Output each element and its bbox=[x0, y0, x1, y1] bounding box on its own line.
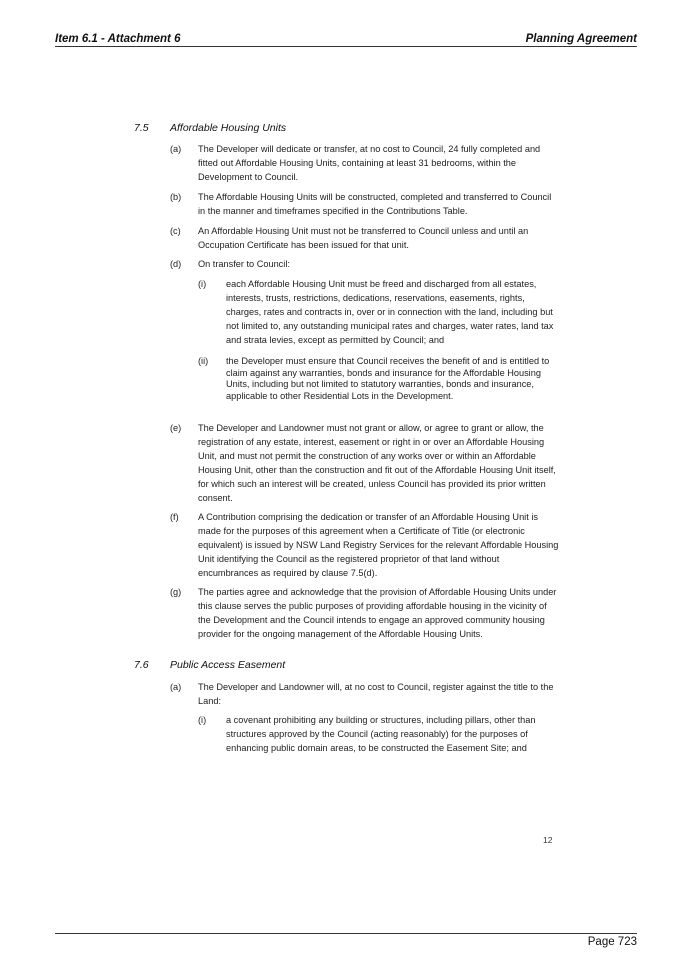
clause-text: The parties agree and acknowledge that the provision of Affordable Housing Units under this clause serves the public purposes of providing affordable housing in the vicinity of the Development and the Council intends to engage an approved community housing provider for the ongoing management of the Affordable Housing Units. bbox=[198, 587, 557, 639]
page-footer bbox=[55, 933, 637, 948]
clause-label: (g) bbox=[170, 587, 182, 597]
clause-7-5-b bbox=[170, 190, 560, 218]
section-number: 7.6 bbox=[134, 659, 149, 671]
clause-7-5-d-ii bbox=[198, 356, 558, 402]
clause-label: (b) bbox=[170, 192, 182, 202]
clause-label: (c) bbox=[170, 226, 181, 236]
subclause-label: (i) bbox=[198, 715, 207, 725]
subclause-text: each Affordable Housing Unit must be freed and discharged from all estates, interests, trusts, restrictions, dedications, reservations, easements, rights, charges, rates and contracts in, over or in connection with the land, including but not limited to, any outstanding municipal rates and charges, water rates, land tax and strata levies, except as permitted by Council; and bbox=[226, 279, 554, 345]
clause-text: The Developer will dedicate or transfer, at no cost to Council, 24 fully completed and fitted out Affordable Housing Units, containing at least 31 bedrooms, within the Development to Council. bbox=[198, 144, 541, 182]
subclause-text: the Developer must ensure that Council receives the benefit of and is entitled to claim against any warranties, bonds and insurance for the Affordable Housing Units, including but not limited to statutory warranties, bonds and insurance, applicable to other Residential Lots in the Development. bbox=[226, 356, 550, 401]
clause-7-5-d-i bbox=[198, 277, 558, 347]
header-document-title: Planning Agreement bbox=[525, 33, 637, 45]
clause-label: (a) bbox=[170, 682, 182, 692]
subclause-label: (ii) bbox=[198, 356, 209, 366]
page-header bbox=[55, 33, 637, 47]
clause-text: On transfer to Council: bbox=[198, 259, 290, 269]
clause-text: A Contribution comprising the dedication or transfer of an Affordable Housing Unit is made for the purposes of this agreement when a Certificate of Title (or electronic equivalent) is issued by NSW Land Registry Services for the relevant Affordable Housing Unit identifying the Council as the registered proprietor of that land without encumbrances as required by clause 7.5(d). bbox=[198, 512, 559, 578]
clause-text: The Affordable Housing Units will be constructed, completed and transferred to Council in the manner and timeframes specified in the Contributions Table. bbox=[198, 192, 552, 216]
clause-label: (e) bbox=[170, 423, 182, 433]
clause-7-6-a-i bbox=[198, 713, 558, 755]
clause-7-5-g bbox=[170, 585, 560, 641]
clause-text: The Developer and Landowner must not grant or allow, or agree to grant or allow, the registration of any estate, interest, easement or right in or over an Affordable Housing Unit, and must not permit the construction of any works over or within an Affordable Housing Unit, other than the construction and fit out of the Affordable Housing Unit itself, for which such an interest will be created, unless Council has provided its prior written consent. bbox=[198, 423, 556, 503]
clause-7-5-c bbox=[170, 224, 560, 252]
subclause-label: (i) bbox=[198, 279, 207, 289]
clause-7-5-e bbox=[170, 421, 560, 505]
section-number: 7.5 bbox=[134, 122, 149, 134]
clause-text: The Developer and Landowner will, at no cost to Council, register against the title to the Land: bbox=[198, 682, 554, 706]
clause-7-5-a bbox=[170, 142, 560, 184]
clause-text: An Affordable Housing Unit must not be transferred to Council unless and until an Occupation Certificate has been issued for that unit. bbox=[198, 226, 529, 250]
header-item-label: Item 6.1 - Attachment 6 bbox=[55, 33, 181, 45]
footer-page-number: Page 723 bbox=[587, 936, 637, 948]
section-title: Affordable Housing Units bbox=[170, 122, 287, 134]
section-heading-7-5 bbox=[134, 122, 286, 134]
document-page-number: 12 bbox=[543, 835, 553, 845]
clause-label: (a) bbox=[170, 144, 182, 154]
section-heading-7-6 bbox=[134, 659, 285, 671]
clause-7-5-f bbox=[170, 510, 560, 580]
clause-7-5-d bbox=[170, 257, 560, 271]
subclause-text: a covenant prohibiting any building or structures, including pillars, other than structures approved by the Council (acting reasonably) for the purposes of enhancing public domain areas, to be constructed the Easement Site; and bbox=[226, 715, 536, 753]
clause-label: (f) bbox=[170, 512, 179, 522]
clause-7-6-a bbox=[170, 680, 560, 708]
clause-label: (d) bbox=[170, 259, 182, 269]
section-title: Public Access Easement bbox=[170, 659, 286, 671]
